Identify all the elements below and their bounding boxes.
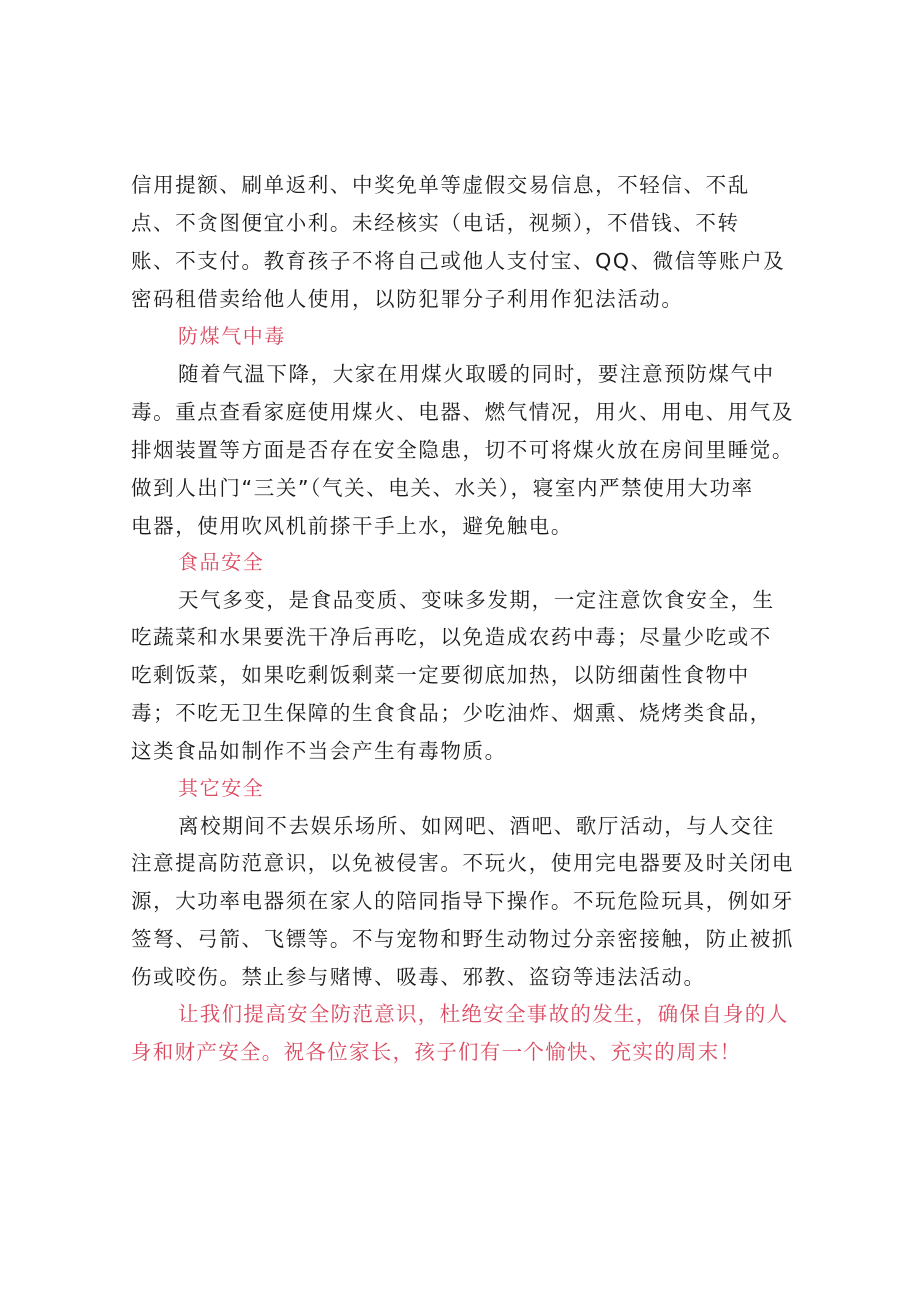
food-line-4: 毒；不吃无卫生保障的生食食品；少吃油炸、烟熏、烧烤类食品，: [131, 701, 772, 725]
other-line-2: 注意提高防范意识，以免被侵害。不玩火，使用完电器要及时关闭电: [131, 851, 794, 875]
intro-line-4: 密码租借卖给他人使用，以防犯罪分子利用作犯法活动。: [131, 287, 684, 311]
closing-line-2: 身和财产安全。祝各位家长，孩子们有一个愉快、充实的周末！: [131, 1040, 742, 1064]
food-line-1: 天气多变，是食品变质、变味多发期，一定注意饮食安全，生: [178, 588, 775, 612]
section-heading-food: 食品安全: [178, 550, 265, 574]
food-line-5: 这类食品如制作不当会产生有毒物质。: [131, 739, 507, 763]
gas-line-2: 毒。重点查看家庭使用煤火、电器、燃气情况，用火、用电、用气及: [131, 400, 794, 424]
gas-line-4: 做到人出门“三关”（气关、电关、水关），寝室内严禁使用大功率: [131, 476, 754, 500]
gas-line-1: 随着气温下降，大家在用煤火取暖的同时，要注意预防煤气中: [178, 362, 775, 386]
intro-line-1: 信用提额、刷单返利、中奖免单等虚假交易信息，不轻信、不乱: [131, 173, 750, 197]
other-line-5: 伤或咬伤。禁止参与赌博、吸毒、邪教、盗窃等违法活动。: [131, 965, 706, 989]
other-line-3: 源，大功率电器须在家人的陪同指导下操作。不玩危险玩具，例如牙: [131, 889, 794, 913]
section-heading-other: 其它安全: [178, 776, 265, 800]
intro-line-3: 账、不支付。教育孩子不将自己或他人支付宝、QQ、微信等账户及: [131, 249, 786, 273]
intro-line-2: 点、不贪图便宜小利。未经核实（电话，视频），不借钱、不转: [131, 211, 740, 235]
section-heading-gas: 防煤气中毒: [178, 324, 286, 348]
other-line-1: 离校期间不去娱乐场所、如网吧、酒吧、歌厅活动，与人交往: [178, 814, 775, 838]
food-line-2: 吃蔬菜和水果要洗干净后再吃，以免造成农药中毒；尽量少吃或不: [131, 625, 772, 649]
gas-line-5: 电器，使用吹风机前搽干手上水，避免触电。: [131, 514, 573, 538]
food-line-3: 吃剩饭菜，如果吃剩饭剩菜一定要彻底加热，以防细菌性食物中: [131, 663, 750, 687]
gas-line-3: 排烟装置等方面是否存在安全隐患，切不可将煤火放在房间里睡觉。: [131, 438, 794, 462]
other-line-4: 签弩、弓箭、飞镖等。不与宠物和野生动物过分亲密接触，防止被抓: [131, 927, 794, 951]
closing-line-1: 让我们提高安全防范意识，杜绝安全事故的发生，确保自身的人: [178, 1002, 789, 1026]
